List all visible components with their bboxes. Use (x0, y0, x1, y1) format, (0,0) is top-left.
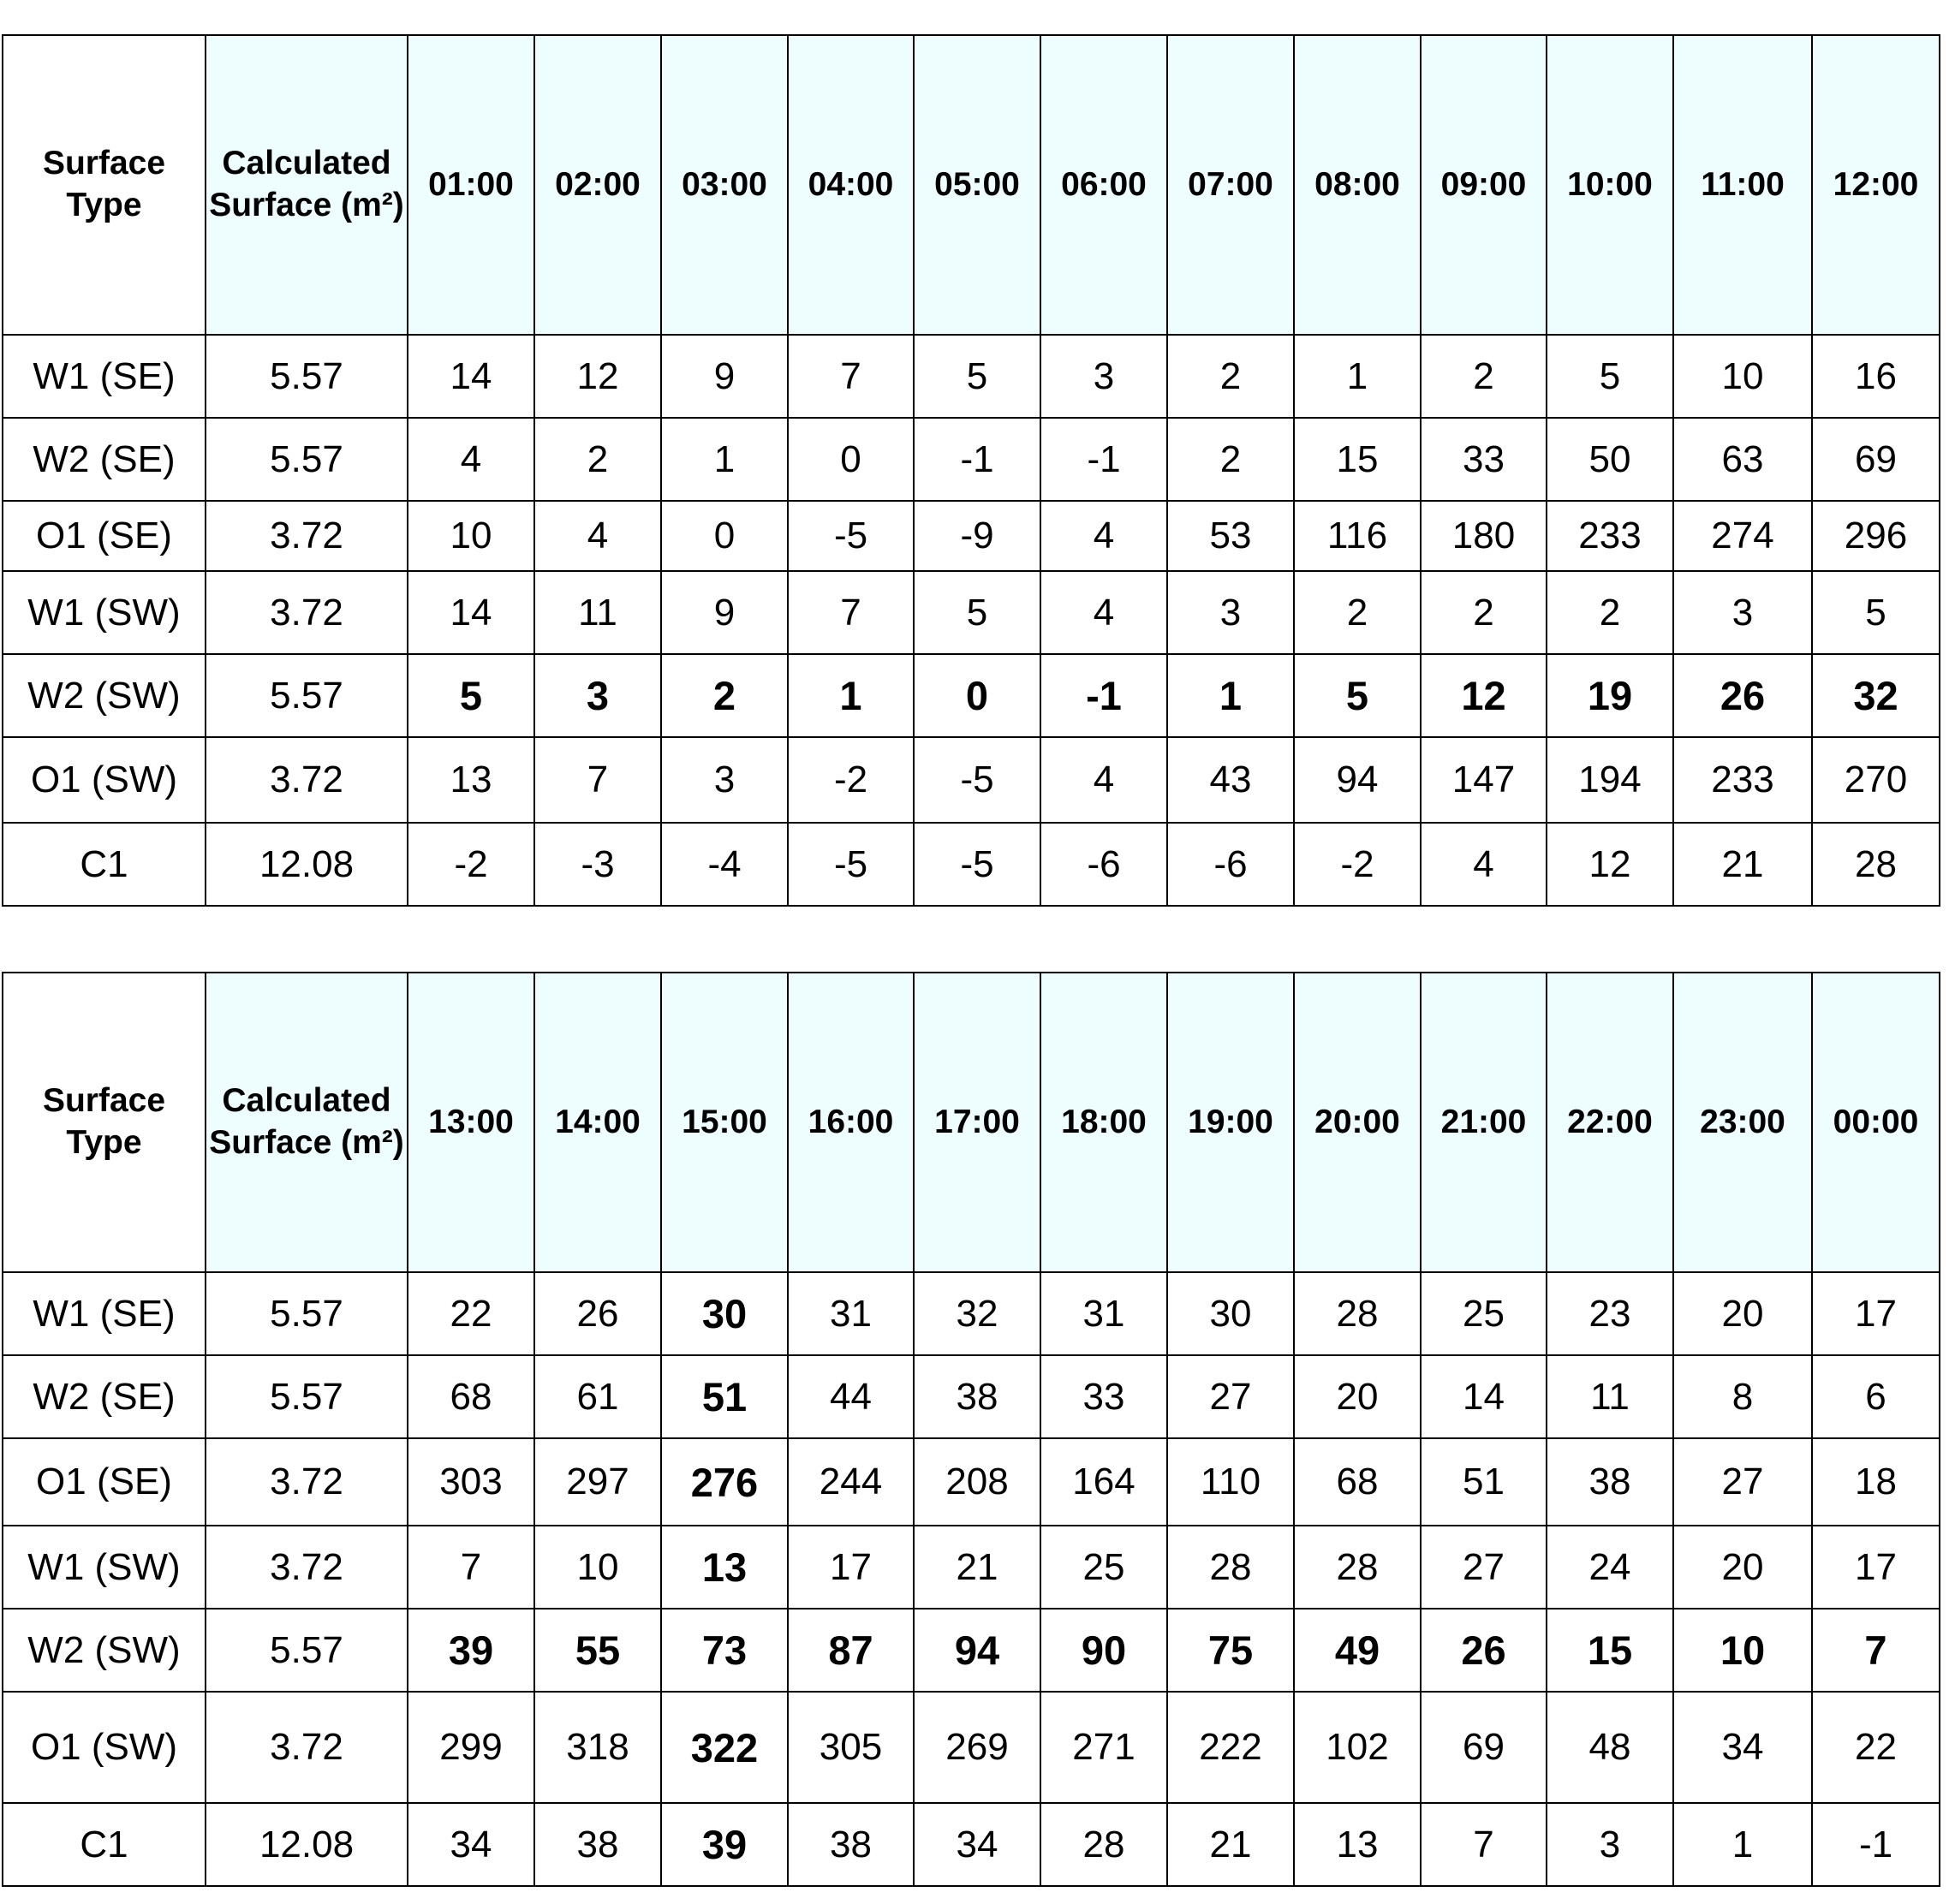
value-cell: 27 (1673, 1438, 1812, 1526)
value-cell: 22 (1812, 1692, 1940, 1803)
value-cell: 102 (1294, 1692, 1421, 1803)
value-cell: 1 (1294, 335, 1421, 418)
hour-header: 11:00 (1673, 35, 1812, 335)
value-cell: 39 (408, 1609, 534, 1692)
hour-header: 22:00 (1547, 973, 1673, 1272)
table-row (3, 1355, 1940, 1438)
value-cell: 32 (1812, 654, 1940, 737)
table-row (3, 501, 1940, 571)
value-cell: 26 (1673, 654, 1812, 737)
value-cell: 28 (1294, 1526, 1421, 1609)
value-cell: 10 (534, 1526, 661, 1609)
value-cell: 63 (1673, 418, 1812, 501)
value-cell: -6 (1167, 823, 1294, 906)
value-cell: 0 (914, 654, 1040, 737)
table-row (3, 823, 1940, 906)
hour-header: 14:00 (534, 973, 661, 1272)
hourly-table-pm (2, 972, 1940, 1887)
surface-area-cell: 5.57 (206, 335, 408, 418)
surface-type-cell: W1 (SE) (3, 335, 206, 418)
value-cell: 61 (534, 1355, 661, 1438)
value-cell: 12 (1421, 654, 1547, 737)
value-cell: 14 (408, 335, 534, 418)
surface-area-cell: 5.57 (206, 654, 408, 737)
value-cell: 5 (1547, 335, 1673, 418)
surface-type-cell: O1 (SE) (3, 1438, 206, 1526)
surface-type-cell: C1 (3, 823, 206, 906)
value-cell: 27 (1167, 1355, 1294, 1438)
hour-header: 03:00 (661, 35, 788, 335)
value-cell: -9 (914, 501, 1040, 571)
value-cell: 6 (1812, 1355, 1940, 1438)
value-cell: 69 (1812, 418, 1940, 501)
value-cell: 22 (408, 1272, 534, 1355)
surface-area-cell: 5.57 (206, 1272, 408, 1355)
surface-area-cell: 3.72 (206, 1438, 408, 1526)
value-cell: 87 (788, 1609, 914, 1692)
value-cell: 16 (1812, 335, 1940, 418)
surface-area-cell: 5.57 (206, 418, 408, 501)
value-cell: 24 (1547, 1526, 1673, 1609)
value-cell: 20 (1294, 1355, 1421, 1438)
value-cell: 0 (661, 501, 788, 571)
value-cell: -5 (914, 737, 1040, 823)
value-cell: -2 (788, 737, 914, 823)
value-cell: 1 (1673, 1803, 1812, 1886)
surface-type-cell: O1 (SW) (3, 737, 206, 823)
value-cell: -5 (914, 823, 1040, 906)
surface-type-header: Surface Type (3, 973, 206, 1272)
table-row (3, 737, 1940, 823)
value-cell: 297 (534, 1438, 661, 1526)
hour-header: 06:00 (1040, 35, 1167, 335)
value-cell: 4 (1040, 737, 1167, 823)
value-cell: 3 (661, 737, 788, 823)
value-cell: 55 (534, 1609, 661, 1692)
hourly-table-am (2, 34, 1940, 907)
value-cell: 51 (1421, 1438, 1547, 1526)
value-cell: 25 (1040, 1526, 1167, 1609)
value-cell: 68 (408, 1355, 534, 1438)
value-cell: 305 (788, 1692, 914, 1803)
value-cell: 33 (1040, 1355, 1167, 1438)
value-cell: 51 (661, 1355, 788, 1438)
value-cell: 31 (1040, 1272, 1167, 1355)
value-cell: 11 (1547, 1355, 1673, 1438)
value-cell: 15 (1547, 1609, 1673, 1692)
value-cell: -1 (1812, 1803, 1940, 1886)
value-cell: 322 (661, 1692, 788, 1803)
surface-type-cell: W1 (SW) (3, 1526, 206, 1609)
table-row (3, 654, 1940, 737)
surface-type-cell: W2 (SE) (3, 418, 206, 501)
value-cell: 13 (408, 737, 534, 823)
hour-header: 23:00 (1673, 973, 1812, 1272)
hour-header: 01:00 (408, 35, 534, 335)
value-cell: 30 (661, 1272, 788, 1355)
table-row (3, 1803, 1940, 1886)
surface-area-cell: 3.72 (206, 501, 408, 571)
header-row (3, 35, 1940, 335)
value-cell: 38 (1547, 1438, 1673, 1526)
surface-type-cell: W2 (SW) (3, 654, 206, 737)
surface-area-cell: 5.57 (206, 1609, 408, 1692)
hour-header: 16:00 (788, 973, 914, 1272)
hour-header: 04:00 (788, 35, 914, 335)
value-cell: 3 (1673, 571, 1812, 654)
value-cell: 4 (1040, 501, 1167, 571)
hour-header: 02:00 (534, 35, 661, 335)
calculated-surface-header: Calculated Surface (m²) (206, 973, 408, 1272)
value-cell: 21 (1673, 823, 1812, 906)
value-cell: 48 (1547, 1692, 1673, 1803)
value-cell: 27 (1421, 1526, 1547, 1609)
value-cell: 274 (1673, 501, 1812, 571)
surface-type-cell: W1 (SE) (3, 1272, 206, 1355)
value-cell: 270 (1812, 737, 1940, 823)
table-row (3, 1438, 1940, 1526)
hour-header: 17:00 (914, 973, 1040, 1272)
value-cell: -4 (661, 823, 788, 906)
value-cell: 5 (914, 335, 1040, 418)
value-cell: -3 (534, 823, 661, 906)
value-cell: 28 (1294, 1272, 1421, 1355)
hour-header: 08:00 (1294, 35, 1421, 335)
value-cell: 9 (661, 571, 788, 654)
value-cell: 3 (1040, 335, 1167, 418)
value-cell: 5 (408, 654, 534, 737)
value-cell: 299 (408, 1692, 534, 1803)
value-cell: 75 (1167, 1609, 1294, 1692)
value-cell: 20 (1673, 1526, 1812, 1609)
value-cell: 318 (534, 1692, 661, 1803)
value-cell: 28 (1812, 823, 1940, 906)
value-cell: 116 (1294, 501, 1421, 571)
table-row (3, 418, 1940, 501)
value-cell: 26 (1421, 1609, 1547, 1692)
value-cell: 31 (788, 1272, 914, 1355)
value-cell: 303 (408, 1438, 534, 1526)
value-cell: 14 (1421, 1355, 1547, 1438)
surface-type-cell: W2 (SW) (3, 1609, 206, 1692)
value-cell: 30 (1167, 1272, 1294, 1355)
hour-header: 21:00 (1421, 973, 1547, 1272)
value-cell: 21 (914, 1526, 1040, 1609)
value-cell: 2 (1167, 335, 1294, 418)
value-cell: 1 (1167, 654, 1294, 737)
value-cell: 147 (1421, 737, 1547, 823)
value-cell: 13 (1294, 1803, 1421, 1886)
value-cell: 2 (661, 654, 788, 737)
surface-type-cell: W2 (SE) (3, 1355, 206, 1438)
value-cell: 2 (534, 418, 661, 501)
value-cell: 28 (1040, 1803, 1167, 1886)
value-cell: 2 (1547, 571, 1673, 654)
hour-header: 00:00 (1812, 973, 1940, 1272)
value-cell: 21 (1167, 1803, 1294, 1886)
value-cell: 244 (788, 1438, 914, 1526)
value-cell: 73 (661, 1609, 788, 1692)
value-cell: 4 (534, 501, 661, 571)
value-cell: 12 (534, 335, 661, 418)
value-cell: 20 (1673, 1272, 1812, 1355)
value-cell: 2 (1421, 571, 1547, 654)
value-cell: 50 (1547, 418, 1673, 501)
value-cell: 15 (1294, 418, 1421, 501)
value-cell: 10 (408, 501, 534, 571)
surface-area-cell: 3.72 (206, 737, 408, 823)
value-cell: 233 (1547, 501, 1673, 571)
value-cell: 43 (1167, 737, 1294, 823)
value-cell: -1 (1040, 654, 1167, 737)
table-row (3, 1526, 1940, 1609)
table-row (3, 571, 1940, 654)
value-cell: 5 (914, 571, 1040, 654)
value-cell: 1 (788, 654, 914, 737)
value-cell: 44 (788, 1355, 914, 1438)
value-cell: 3 (534, 654, 661, 737)
value-cell: 2 (1294, 571, 1421, 654)
value-cell: -1 (914, 418, 1040, 501)
hour-header: 19:00 (1167, 973, 1294, 1272)
value-cell: 110 (1167, 1438, 1294, 1526)
value-cell: 11 (534, 571, 661, 654)
value-cell: 90 (1040, 1609, 1167, 1692)
surface-type-cell: O1 (SW) (3, 1692, 206, 1803)
value-cell: -5 (788, 823, 914, 906)
value-cell: 34 (408, 1803, 534, 1886)
hour-header: 07:00 (1167, 35, 1294, 335)
surface-area-cell: 3.72 (206, 1692, 408, 1803)
surface-area-cell: 12.08 (206, 1803, 408, 1886)
value-cell: 14 (408, 571, 534, 654)
value-cell: 269 (914, 1692, 1040, 1803)
hour-header: 09:00 (1421, 35, 1547, 335)
value-cell: 2 (1167, 418, 1294, 501)
value-cell: 7 (1812, 1609, 1940, 1692)
value-cell: 271 (1040, 1692, 1167, 1803)
value-cell: 34 (914, 1803, 1040, 1886)
surface-type-cell: C1 (3, 1803, 206, 1886)
surface-type-header: Surface Type (3, 35, 206, 335)
value-cell: 5 (1812, 571, 1940, 654)
table-row (3, 1692, 1940, 1803)
surface-area-cell: 12.08 (206, 823, 408, 906)
value-cell: 180 (1421, 501, 1547, 571)
value-cell: 4 (1421, 823, 1547, 906)
value-cell: 69 (1421, 1692, 1547, 1803)
value-cell: 7 (788, 571, 914, 654)
value-cell: 49 (1294, 1609, 1421, 1692)
table-row (3, 1609, 1940, 1692)
hour-header: 10:00 (1547, 35, 1673, 335)
value-cell: -2 (1294, 823, 1421, 906)
table-row (3, 1272, 1940, 1355)
value-cell: 10 (1673, 1609, 1812, 1692)
value-cell: 7 (534, 737, 661, 823)
hour-header: 18:00 (1040, 973, 1167, 1272)
value-cell: 23 (1547, 1272, 1673, 1355)
value-cell: 276 (661, 1438, 788, 1526)
value-cell: 94 (914, 1609, 1040, 1692)
surface-area-cell: 3.72 (206, 571, 408, 654)
value-cell: 38 (534, 1803, 661, 1886)
value-cell: 3 (1167, 571, 1294, 654)
value-cell: 68 (1294, 1438, 1421, 1526)
value-cell: 32 (914, 1272, 1040, 1355)
value-cell: 164 (1040, 1438, 1167, 1526)
value-cell: 194 (1547, 737, 1673, 823)
calculated-surface-header: Calculated Surface (m²) (206, 35, 408, 335)
surface-area-cell: 3.72 (206, 1526, 408, 1609)
header-row (3, 973, 1940, 1272)
value-cell: 7 (1421, 1803, 1547, 1886)
value-cell: 7 (408, 1526, 534, 1609)
value-cell: 34 (1673, 1692, 1812, 1803)
value-cell: 19 (1547, 654, 1673, 737)
value-cell: 17 (1812, 1272, 1940, 1355)
value-cell: 17 (1812, 1526, 1940, 1609)
value-cell: 38 (788, 1803, 914, 1886)
value-cell: 4 (408, 418, 534, 501)
value-cell: 208 (914, 1438, 1040, 1526)
value-cell: 25 (1421, 1272, 1547, 1355)
value-cell: 7 (788, 335, 914, 418)
value-cell: 53 (1167, 501, 1294, 571)
value-cell: 17 (788, 1526, 914, 1609)
value-cell: -6 (1040, 823, 1167, 906)
table-row (3, 335, 1940, 418)
value-cell: 3 (1547, 1803, 1673, 1886)
value-cell: 9 (661, 335, 788, 418)
value-cell: 1 (661, 418, 788, 501)
value-cell: 10 (1673, 335, 1812, 418)
value-cell: 13 (661, 1526, 788, 1609)
value-cell: 8 (1673, 1355, 1812, 1438)
value-cell: 12 (1547, 823, 1673, 906)
value-cell: -1 (1040, 418, 1167, 501)
value-cell: 39 (661, 1803, 788, 1886)
value-cell: 94 (1294, 737, 1421, 823)
hour-header: 05:00 (914, 35, 1040, 335)
hour-header: 13:00 (408, 973, 534, 1272)
value-cell: -5 (788, 501, 914, 571)
value-cell: 5 (1294, 654, 1421, 737)
surface-type-cell: O1 (SE) (3, 501, 206, 571)
hour-header: 20:00 (1294, 973, 1421, 1272)
value-cell: 0 (788, 418, 914, 501)
hour-header: 12:00 (1812, 35, 1940, 335)
value-cell: 222 (1167, 1692, 1294, 1803)
value-cell: 26 (534, 1272, 661, 1355)
surface-type-cell: W1 (SW) (3, 571, 206, 654)
value-cell: 18 (1812, 1438, 1940, 1526)
value-cell: -2 (408, 823, 534, 906)
value-cell: 233 (1673, 737, 1812, 823)
value-cell: 38 (914, 1355, 1040, 1438)
value-cell: 296 (1812, 501, 1940, 571)
value-cell: 33 (1421, 418, 1547, 501)
hour-header: 15:00 (661, 973, 788, 1272)
value-cell: 2 (1421, 335, 1547, 418)
surface-area-cell: 5.57 (206, 1355, 408, 1438)
value-cell: 4 (1040, 571, 1167, 654)
value-cell: 28 (1167, 1526, 1294, 1609)
